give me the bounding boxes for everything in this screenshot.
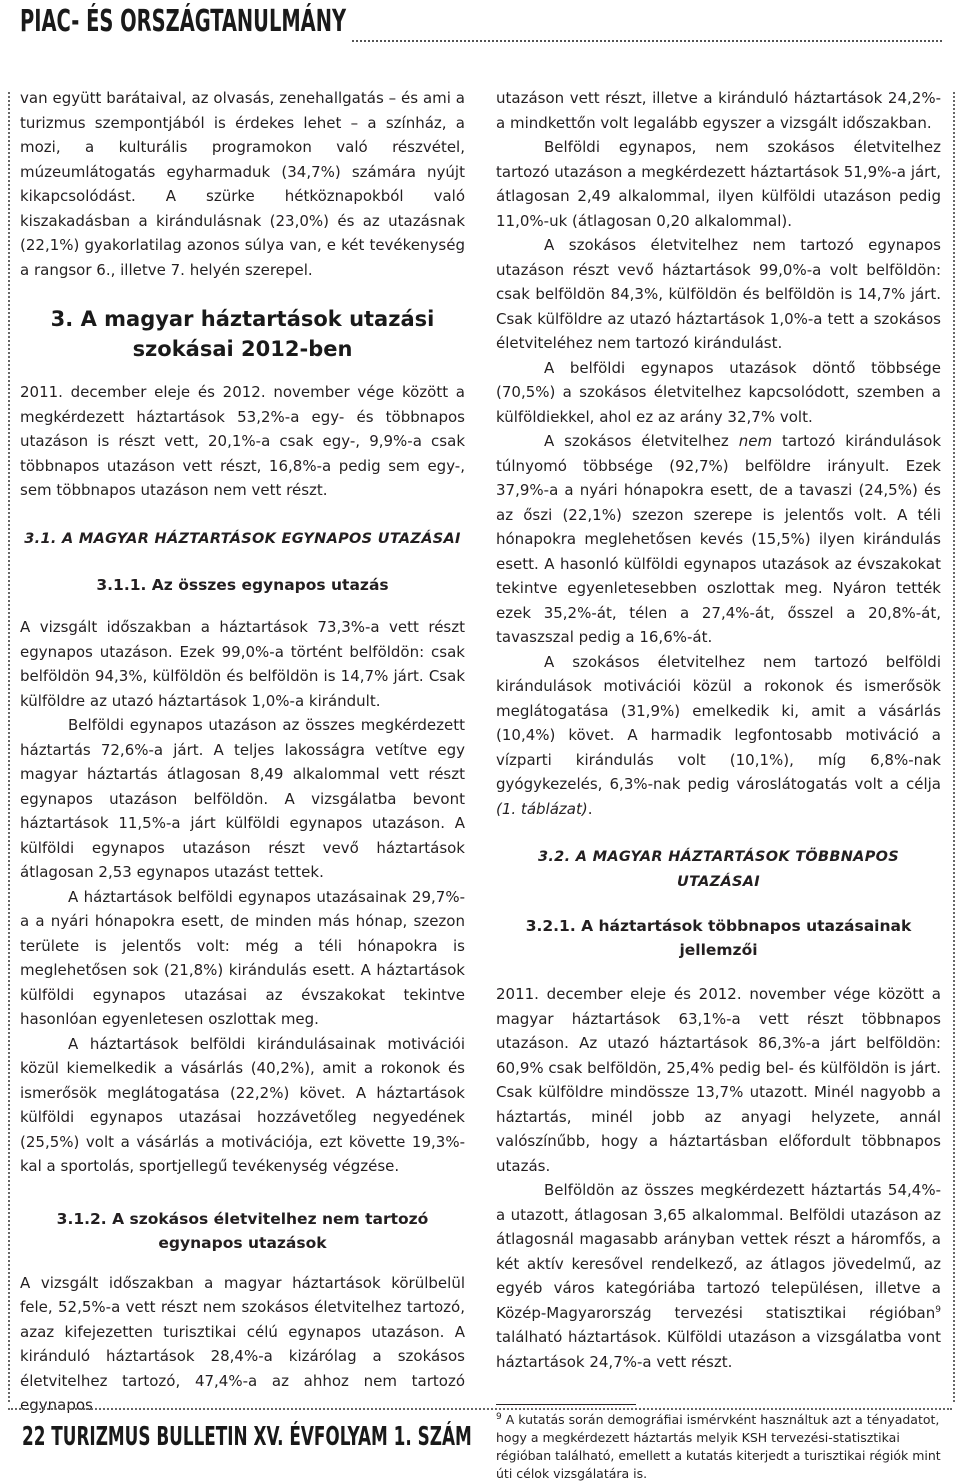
right-paragraph-2: Belföldi egynapos, nem szokásos életvitelhez tartozó utazáson a megkérdezett háztartások 51,9%-a járt, átlagosan 2,49 alkalommal, ilyen külföldi utazáson pedig 11,0%-uk (átlagosan 0,20 alkalommal).: [496, 138, 941, 230]
section-3-1-2-heading: [20, 1207, 465, 1255]
right-paragraph-5-part2: tartozó kirándulások túlnyomó többsége (92,7%) belföldre irányult. Ezek 37,9%-a a nyári hónapokra esett, de a tavaszi (24,5%) és az őszi (22,1%) szezon szerepe is jelentős volt. A téli hónapokra meglehetősen kevés (15,5%) ilyen kirándulás esett. A hasonló külföldi egynapos utazások az évszakokat tekintve egyenletesebben oszlottak meg. Nyáron tették ezek 35,2%-át, télen a 27,4%-át, ősszel a 20,8%-át, tavaszszal pedig a 16,6%-át.: [496, 432, 942, 646]
footnote-marker: 9: [935, 1304, 941, 1315]
right-paragraph-6: [496, 650, 941, 822]
footnote-text: A kutatás során demográfiai ismérvként használtuk azt a tényadatot, hogy a megkérdezett háztartás melyik KSH tervezési-statisztikai régióban található, emellett a kutatás kiterjedt a turisztikai régiók mint úti célok vizsgálatára is.: [496, 1412, 941, 1481]
right-paragraph-8-part1: Belföldön az összes megkérdezett háztartás 54,4%-a utazott, átlagosan 3,65 alkalommal. Belföldi utazáson az átlagosnál magasabb arányban vettek részt a háromfős, a két aktív keresővel rendelkező, az átlagos jövedelmű, az egyéb város kategóriába tartozó településen, illetve a Közép-Magyarország tervezési statisztikai régióban: [496, 1181, 941, 1322]
section-3-1-1-heading: 3.1.1. Az összes egynapos utazás: [96, 576, 389, 594]
page-footer: 22 TURIZMUS BULLETIN XV. ÉVFOLYAM 1. SZÁM: [22, 1422, 472, 1452]
left-paragraph-1: van együtt barátaival, az olvasás, zenehallgatás – és ami a turizmus szempontjából is érdekes lehet – a színház, a mozi, a kulturális programokon való részvétel, múzeumlátogatás egyharmaduk (34,7%) számára nyújt kikapcsolódást. A szürke hétköznapokból való kiszakadásban a kirándulásnak (23,0%) és az utazásnak (22,1%) gyakorlatilag azonos súlya van, e két tevékenység a rangsor 6., illetve 7. helyén szerepel.: [20, 89, 465, 279]
running-header-title: PIAC- ÉS ORSZÁGTANULMÁNY: [20, 4, 347, 39]
left-paragraph-4: Belföldi egynapos utazáson az összes megkérdezett háztartás 72,6%-a járt. A teljes lakosságra vetítve egy magyar háztartás átlagosan 8,49 alkalommal vett részt egynapos utazáson belföldön. A vizsgálatba bevont háztartások 11,5%-a járt külföldi egynapos utazáson. A külföldi egynapos utazáson részt vevő háztartások átlagosan 2,53 egynapos utazást tettek.: [20, 716, 465, 881]
section-3-heading-line1: 3. A magyar háztartások utazási: [50, 307, 435, 331]
left-paragraph-6: A háztartások belföldi kirándulásainak motivációi közül kiemelkedik a vásárlás (40,2%), amit a rokonok és ismerősök meglátogatása (22,2%) követ. A háztartások külföldi egynapos utazásai hozzávetőleg negyedének (25,5%) volt a vásárlás a motivációja, ezt követte 19,3%-kal a sportolás, sportjellegű tevékenység végzése.: [20, 1034, 465, 1175]
footnote: [496, 1411, 941, 1483]
left-paragraph-3: A vizsgált időszakban a háztartások 73,3%-a vett részt egynapos utazáson. Ezek 99,0%-a történt belföldön: csak belföldön 94,3%, külföldön és belföldön is 14,7% járt. Csak külföldre az utazó háztartások 1,0%-a kirándult.: [20, 618, 465, 710]
right-paragraph-5-part1: A szokásos életvitelhez: [544, 432, 739, 450]
section-3-1-2-heading-line1: 3.1.2. A szokásos életvitelhez nem tartozó: [56, 1209, 429, 1228]
right-paragraph-5: [496, 429, 941, 650]
right-paragraph-1: utazáson vett részt, illetve a kiránduló háztartások 24,2%-a mindkettőn volt legalább egyszer a vizsgált időszakban.: [496, 89, 941, 132]
section-3-2-1-heading: 3.2.1. A háztartások többnapos utazásainak jellemzői: [525, 917, 912, 959]
right-dotted-rule: [953, 92, 955, 1402]
right-paragraph-5-emphasis: nem: [738, 432, 773, 450]
table-reference-link: (1. táblázat): [496, 799, 588, 818]
right-paragraph-8: [496, 1178, 941, 1374]
left-paragraph-7: A vizsgált időszakban a magyar háztartások körülbelül fele, 52,5%-a vett részt nem szokásos életvitelhez tartozó, azaz kifejezetten turisztikai célú egynapos utazáson. A kiránduló háztartások 28,4%-a kizárólag a szokásos életvitelhez tartozó, 47,4%-a az ahhoz nem tartozó egynapos: [20, 1273, 465, 1414]
header-dotted-rule: [352, 40, 942, 42]
left-paragraph-2: 2011. december eleje és 2012. november vége között a megkérdezett háztartások 53,2%-a egy- és többnapos utazáson is részt vett, 20,1%-a csak egy-, 9,9%-a csak többnapos utazáson vett részt, 16,8%-a pedig sem egy-, sem többnapos utazáson nem vett részt.: [20, 383, 465, 499]
section-3-2-heading: 3.2. A MAGYAR HÁZTARTÁSOK TÖBBNAPOS UTAZÁSAI: [537, 849, 899, 890]
footer-dotted-rule: [8, 1408, 952, 1410]
right-paragraph-7: 2011. december eleje és 2012. november vége között a magyar háztartások 63,1%-a vett részt többnapos utazáson. Az utazó háztartások 86,3%-a járt belföldön: 60,9% csak belföldön, 25,4% pedig bel- és külföldön is járt. Csak külföldre mindössze 13,7% utazott. Minél nagyobb a háztartás, minél jobb az anyagi helyzete, annál valószínűbb, hogy a háztartásban előfordult többnapos utazás.: [496, 985, 941, 1175]
section-3-1-heading: 3.1. A MAGYAR HÁZTARTÁSOK EGYNAPOS UTAZÁSAI: [24, 530, 461, 547]
footnote-number: 9: [496, 1411, 502, 1422]
section-3-1-2-heading-line2: egynapos utazások: [158, 1233, 327, 1252]
left-dotted-rule: [8, 92, 10, 1402]
right-paragraph-4: A belföldi egynapos utazások döntő többsége (70,5%) a szokásos életvitelhez kapcsolódott, szemben a külföldiekkel, ahol ez az arány 32,7% volt.: [496, 358, 941, 426]
right-column: [496, 86, 941, 1483]
right-paragraph-6-part1: A szokásos életvitelhez nem tartozó belföldi kirándulások motivációi közül a rokonok és ismerősök meglátogatása (31,9%) emelkedik ki, amit a vásárlás (10,4%) követ. A harmadik legfontosabb motiváció a vízparti kirándulás volt (10,1%), míg 6,8%-nak gyógykezelés, 6,3%-nak pedig városlátogatás volt a célja: [496, 652, 941, 793]
section-3-heading-line2: szokásai 2012-ben: [132, 337, 353, 361]
right-paragraph-8-part2: található háztartások. Külföldi utazáson a vizsgálatba vont háztartások 24,7%-a vett részt.: [496, 1328, 941, 1371]
right-paragraph-3: A szokásos életvitelhez nem tartozó egynapos utazáson részt vevő háztartások 99,0%-a volt belföldön: csak belföldön 84,3%, külföldön és belföldön is 14,7% járt. Csak külföldre az utazó háztartások 1,0%-a tett a szokásos életviteléhez nem tartozó kirándulást.: [496, 236, 941, 352]
section-3-heading: [20, 304, 465, 364]
left-paragraph-5: A háztartások belföldi egynapos utazásainak 29,7%-a a nyári hónapokra esett, de minden más hónap, szezon területe is jelentős volt: még a téli hónapokra is meglehetősen sok (21,8%) kirándulás esett. A háztartások külföldi egynapos utazásai az évszakokat tekintve hasonlóan egyenletesen oszlottak meg.: [20, 887, 465, 1028]
right-paragraph-6-end: .: [587, 799, 593, 818]
left-column: [20, 86, 465, 1418]
